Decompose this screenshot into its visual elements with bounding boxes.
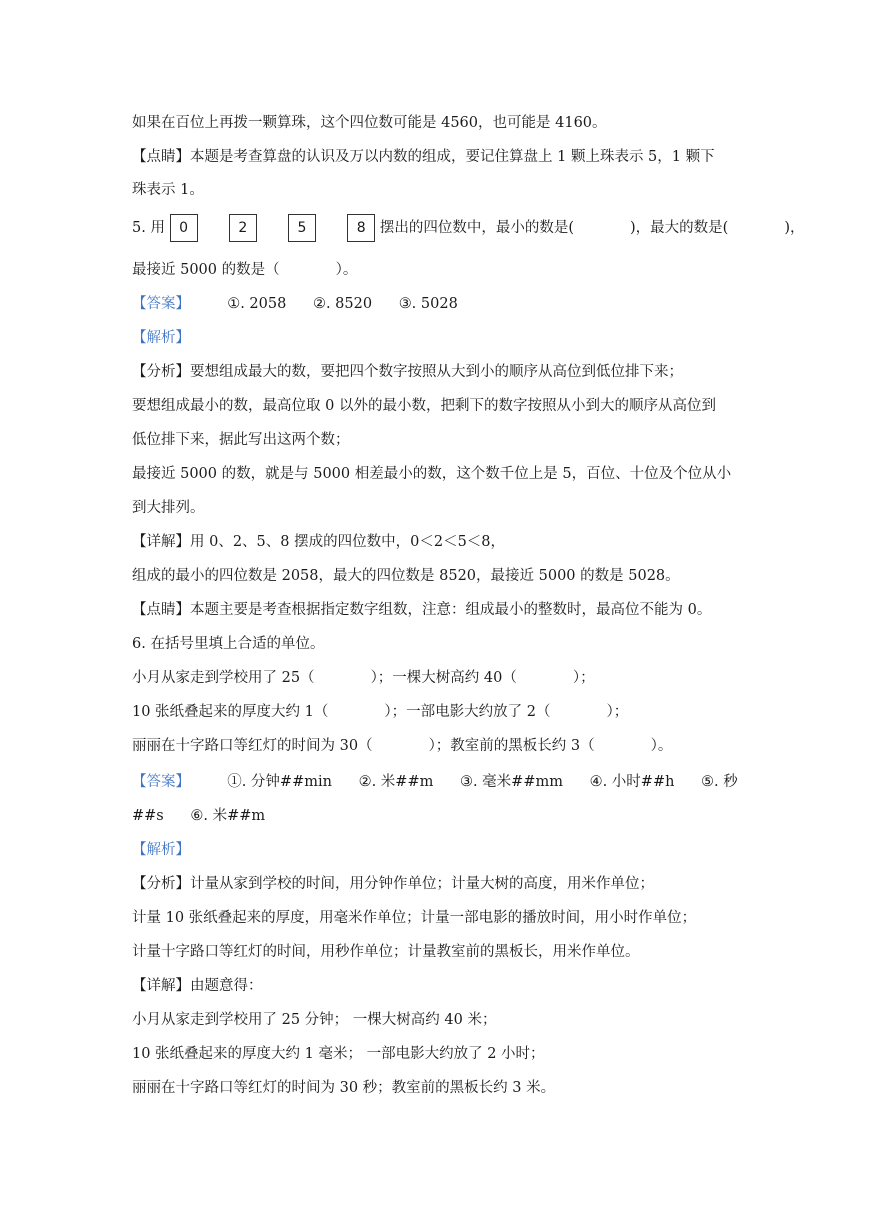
text-line: 【详解】由题意得： — [132, 978, 263, 994]
answer-item: ④. 小时##h — [589, 774, 675, 790]
text-line: 【点睛】本题是考查算盘的认识及万以内数的组成，要记住算盘上 1 颗上珠表示 5，1 颗下 — [132, 149, 715, 165]
question-5-line-2: 最接近 5000 的数是（ ）。 — [132, 262, 358, 278]
text-line: 组成的最小的四位数是 2058，最大的四位数是 8520，最接近 5000 的数是 5028。 — [132, 568, 680, 584]
question-6-line: 丽丽在十字路口等红灯的时间为 30（ ）；教室前的黑板长约 3（ ）。 — [132, 738, 673, 754]
text-line: 6. 在括号里填上合适的单位。 — [132, 636, 325, 652]
analysis-tag: 【解析】 — [132, 842, 190, 858]
answer-item: ③. 毫米##mm — [459, 774, 563, 790]
text-line: 【分析】计量从家到学校的时间，用分钟作单位；计量大树的高度，用米作单位； — [132, 876, 654, 892]
text-line: 10 张纸叠起来的厚度大约 1 毫米； 一部电影大约放了 2 小时； — [132, 1046, 545, 1062]
answer-item: ⑤. 秒 — [701, 774, 738, 790]
answer-line — [132, 294, 458, 314]
analysis-tag: 【解析】 — [132, 330, 190, 346]
text-line: 低位排下来，据此写出这两个数； — [132, 432, 350, 448]
text-line: 到大排列。 — [132, 500, 205, 516]
digit-card: 5 — [288, 214, 316, 242]
answer-item: ③. 5028 — [398, 296, 458, 312]
question-5-prefix: 5. 用 — [132, 220, 165, 236]
digit-card: 0 — [170, 214, 198, 242]
text-line: 小月从家走到学校用了 25 分钟； 一棵大树高约 40 米； — [132, 1012, 497, 1028]
text-line: 计量 10 张纸叠起来的厚度，用毫米作单位；计量一部电影的播放时间，用小时作单位； — [132, 910, 697, 926]
question-6-line: 小月从家走到学校用了 25（ ）；一棵大树高约 40（ ）； — [132, 670, 595, 686]
digit-card: 2 — [229, 214, 257, 242]
text-line: 【详解】用 0、2、5、8 摆成的四位数中，0＜2＜5＜8， — [132, 534, 506, 550]
text-line: 计量十字路口等红灯的时间，用秒作单位；计量教室前的黑板长，用米作单位。 — [132, 944, 640, 960]
text-line: 【点睛】本题主要是考查根据指定数字组数，注意：组成最小的整数时，最高位不能为 0。 — [132, 602, 712, 618]
answer-item: ##s — [132, 808, 164, 824]
answer-item: ②. 米##m — [358, 774, 434, 790]
text-line: 丽丽在十字路口等红灯的时间为 30 秒；教室前的黑板长约 3 米。 — [132, 1080, 556, 1096]
question-5-line — [132, 214, 804, 242]
answer-item: ⑥. 米##m — [190, 808, 266, 824]
question-5-text: )， — [784, 220, 805, 236]
question-5-text: )，最大的数是( — [629, 220, 729, 236]
text-line: 珠表示 1。 — [132, 182, 204, 198]
text-line: 最接近 5000 的数，就是与 5000 相差最小的数，这个数千位上是 5，百位、十位及个位从小 — [132, 466, 732, 482]
answer-line — [132, 772, 738, 792]
digit-card: 8 — [347, 214, 375, 242]
text-line: 如果在百位上再拨一颗算珠，这个四位数可能是 4560，也可能是 4160。 — [132, 115, 607, 131]
question-6-line: 10 张纸叠起来的厚度大约 1（ ）；一部电影大约放了 2（ ）； — [132, 704, 629, 720]
answer-item: ①. 分钟##min — [227, 774, 332, 790]
text-line: 要想组成最小的数，最高位取 0 以外的最小数，把剩下的数字按照从小到大的顺序从高位到 — [132, 398, 716, 414]
answer-tag: 【答案】 — [132, 296, 190, 312]
answer-line-2 — [132, 806, 265, 826]
answer-tag: 【答案】 — [132, 774, 190, 790]
answer-item: ②. 8520 — [312, 296, 373, 312]
text-line: 【分析】要想组成最大的数，要把四个数字按照从大到小的顺序从高位到低位排下来； — [132, 364, 683, 380]
answer-item: ①. 2058 — [227, 296, 287, 312]
question-5-text: 摆出的四位数中，最小的数是( — [379, 220, 574, 236]
